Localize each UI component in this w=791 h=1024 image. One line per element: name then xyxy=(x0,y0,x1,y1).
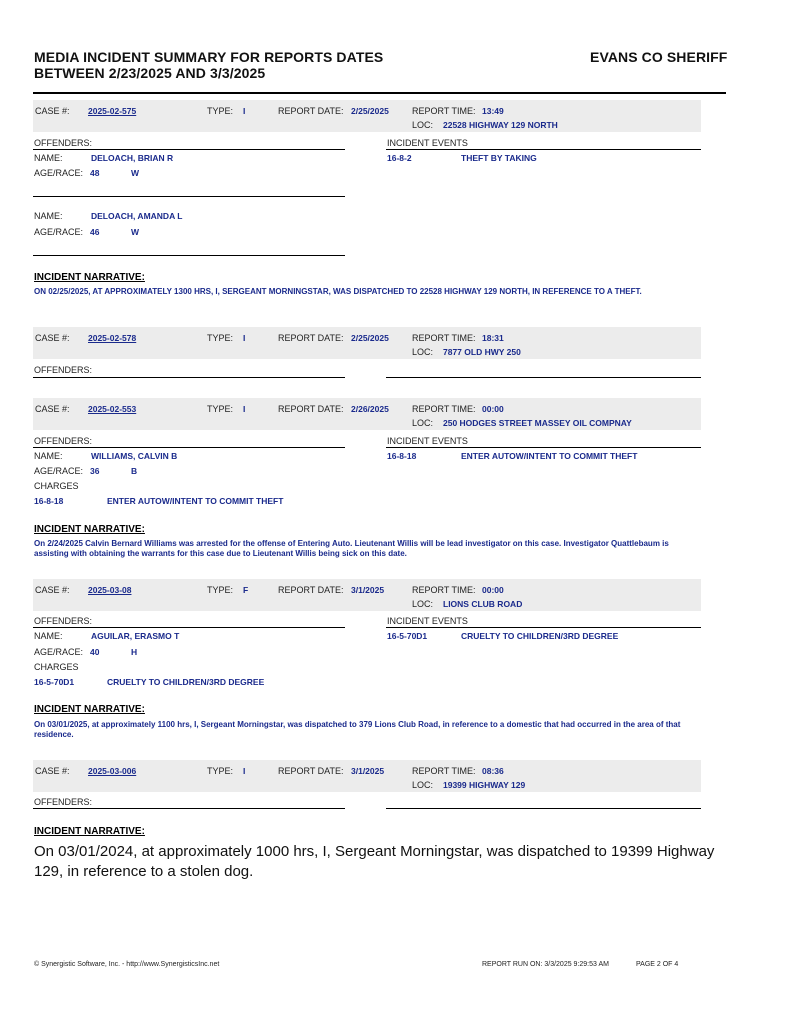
case-label: CASE #: xyxy=(35,404,70,414)
events-rule xyxy=(386,808,701,809)
events-rule xyxy=(386,377,701,378)
offenders-label: OFFENDERS: xyxy=(34,616,93,626)
report-run-on: REPORT RUN ON: 3/3/2025 9:29:53 AM xyxy=(482,961,609,968)
offender-name: AGUILAR, ERASMO T xyxy=(91,631,180,641)
narrative-heading: INCIDENT NARRATIVE: xyxy=(34,272,145,283)
offender-age: 46 xyxy=(90,227,100,237)
name-label: NAME: xyxy=(34,211,63,221)
report-date: 3/1/2025 xyxy=(351,585,385,595)
report-date: 2/26/2025 xyxy=(351,404,389,414)
type-label: TYPE: xyxy=(207,766,234,776)
report-time: 18:31 xyxy=(482,333,504,343)
report-date: 2/25/2025 xyxy=(351,106,389,116)
offender-age: 36 xyxy=(90,466,100,476)
case-label: CASE #: xyxy=(35,585,70,595)
incident-events-label: INCIDENT EVENTS xyxy=(387,436,468,446)
report-time: 13:49 xyxy=(482,106,504,116)
case-header-bar xyxy=(33,100,701,132)
narrative-heading: INCIDENT NARRATIVE: xyxy=(34,826,145,837)
location: 19399 HIGHWAY 129 xyxy=(443,780,526,790)
charge-description: ENTER AUTOW/INTENT TO COMMIT THEFT xyxy=(107,496,284,506)
report-time: 00:00 xyxy=(482,404,504,414)
case-header-bar xyxy=(33,760,701,792)
location: 250 HODGES STREET MASSEY OIL COMPNAY xyxy=(443,418,632,428)
report-date-label: REPORT DATE: xyxy=(278,106,344,116)
event-code: 16-5-70D1 xyxy=(387,631,428,641)
offenders-rule xyxy=(33,627,345,628)
narrative-text: On 03/01/2025, at approximately 1100 hrs, I, Sergeant Morningstar, was dispatched to 379 Lions Club Road, in reference to a domestic that had occurred in the area of that residence. xyxy=(34,720,681,739)
case-label: CASE #: xyxy=(35,333,70,343)
narrative-heading: INCIDENT NARRATIVE: xyxy=(34,524,145,535)
narrative-text: ON 02/25/2025, AT APPROXIMATELY 1300 HRS, I, SERGEANT MORNINGSTAR, WAS DISPATCHED TO 22528 HIGHWAY 129 NORTH, IN REFERENCE TO A THEFT. xyxy=(34,287,642,296)
offenders-label: OFFENDERS: xyxy=(34,797,93,807)
location: 7877 OLD HWY 250 xyxy=(443,347,521,357)
narrative-heading: INCIDENT NARRATIVE: xyxy=(34,704,145,715)
report-date-label: REPORT DATE: xyxy=(278,404,344,414)
report-time-label: REPORT TIME: xyxy=(412,106,476,116)
events-rule xyxy=(386,627,701,628)
report-title-line2: BETWEEN 2/23/2025 AND 3/3/2025 xyxy=(34,65,266,81)
offender-name: DELOACH, AMANDA L xyxy=(91,211,183,221)
narrative-text: On 2/24/2025 Calvin Bernard Williams was arrested for the offense of Entering Auto. Lieutenant Willis will be lead investigator on this case. Investigator Quattlebaum is assisting with obtaining the warrants for this case due to Lieutenant Willis being sick on this date. xyxy=(34,539,669,558)
report-time-label: REPORT TIME: xyxy=(412,404,476,414)
case-number-link[interactable]: 2025-02-575 xyxy=(88,106,137,116)
age-race-label: AGE/RACE: xyxy=(34,227,84,237)
name-label: NAME: xyxy=(34,153,63,163)
event-code: 16-8-18 xyxy=(387,451,417,461)
name-label: NAME: xyxy=(34,451,63,461)
event-description: ENTER AUTOW/INTENT TO COMMIT THEFT xyxy=(461,451,638,461)
report-time-label: REPORT TIME: xyxy=(412,585,476,595)
copyright-footer: © Synergistic Software, Inc. - http://www.SynergisticsInc.net xyxy=(34,961,220,968)
event-description: THEFT BY TAKING xyxy=(461,153,537,163)
offender-race: W xyxy=(131,168,140,178)
charge-code: 16-8-18 xyxy=(34,496,64,506)
case-type: F xyxy=(243,585,249,595)
incident-events-label: INCIDENT EVENTS xyxy=(387,616,468,626)
case-number-link[interactable]: 2025-03-08 xyxy=(88,585,132,595)
agency-name: EVANS CO SHERIFF xyxy=(590,49,728,65)
report-time: 08:36 xyxy=(482,766,504,776)
offender-age: 48 xyxy=(90,168,100,178)
case-label: CASE #: xyxy=(35,106,70,116)
offender-race: W xyxy=(131,227,140,237)
charges-label: CHARGES xyxy=(34,481,79,491)
case-header-bar xyxy=(33,327,701,359)
report-title-line1: MEDIA INCIDENT SUMMARY FOR REPORTS DATES xyxy=(34,49,384,65)
location-label: LOC: xyxy=(412,418,434,428)
report-date: 2/25/2025 xyxy=(351,333,389,343)
type-label: TYPE: xyxy=(207,333,234,343)
charge-description: CRUELTY TO CHILDREN/3RD DEGREE xyxy=(107,677,265,687)
event-code: 16-8-2 xyxy=(387,153,412,163)
case-label: CASE #: xyxy=(35,766,70,776)
incident-events-label: INCIDENT EVENTS xyxy=(387,138,468,148)
offender-rule xyxy=(33,196,345,197)
location-label: LOC: xyxy=(412,120,434,130)
case-number-link[interactable]: 2025-02-553 xyxy=(88,404,137,414)
offenders-label: OFFENDERS: xyxy=(34,138,93,148)
case-type: I xyxy=(243,333,246,343)
type-label: TYPE: xyxy=(207,585,234,595)
age-race-label: AGE/RACE: xyxy=(34,647,84,657)
header-rule xyxy=(33,92,726,94)
offender-race: H xyxy=(131,647,138,657)
location: 22528 HIGHWAY 129 NORTH xyxy=(443,120,558,130)
charges-label: CHARGES xyxy=(34,662,79,672)
charge-code: 16-5-70D1 xyxy=(34,677,75,687)
page-number: PAGE 2 OF 4 xyxy=(636,961,679,968)
case-header-bar xyxy=(33,579,701,611)
name-label: NAME: xyxy=(34,631,63,641)
report-time-label: REPORT TIME: xyxy=(412,333,476,343)
events-rule xyxy=(386,447,701,448)
age-race-label: AGE/RACE: xyxy=(34,466,84,476)
location-label: LOC: xyxy=(412,780,434,790)
type-label: TYPE: xyxy=(207,404,234,414)
offenders-label: OFFENDERS: xyxy=(34,436,93,446)
age-race-label: AGE/RACE: xyxy=(34,168,84,178)
offender-age: 40 xyxy=(90,647,100,657)
case-number-link[interactable]: 2025-02-578 xyxy=(88,333,137,343)
report-date-label: REPORT DATE: xyxy=(278,766,344,776)
case-type: I xyxy=(243,766,246,776)
type-label: TYPE: xyxy=(207,106,234,116)
offenders-rule xyxy=(33,377,345,378)
case-type: I xyxy=(243,404,246,414)
report-date-label: REPORT DATE: xyxy=(278,585,344,595)
report-time-label: REPORT TIME: xyxy=(412,766,476,776)
case-type: I xyxy=(243,106,246,116)
report-date-label: REPORT DATE: xyxy=(278,333,344,343)
location: LIONS CLUB ROAD xyxy=(443,599,523,609)
event-description: CRUELTY TO CHILDREN/3RD DEGREE xyxy=(461,631,619,641)
events-rule xyxy=(386,149,701,150)
location-label: LOC: xyxy=(412,599,434,609)
case-number-link[interactable]: 2025-03-006 xyxy=(88,766,137,776)
offenders-label: OFFENDERS: xyxy=(34,365,93,375)
offenders-rule xyxy=(33,447,345,448)
report-date: 3/1/2025 xyxy=(351,766,385,776)
narrative-text: On 03/01/2024, at approximately 1000 hrs, I, Sergeant Morningstar, was dispatched to 19399 Highway 129, in reference to a stolen dog. xyxy=(34,843,715,880)
location-label: LOC: xyxy=(412,347,434,357)
offenders-rule xyxy=(33,149,345,150)
report-time: 00:00 xyxy=(482,585,504,595)
offender-name: DELOACH, BRIAN R xyxy=(91,153,174,163)
offender-rule xyxy=(33,255,345,256)
offender-race: B xyxy=(131,466,138,476)
offenders-rule xyxy=(33,808,345,809)
offender-name: WILLIAMS, CALVIN B xyxy=(91,451,178,461)
